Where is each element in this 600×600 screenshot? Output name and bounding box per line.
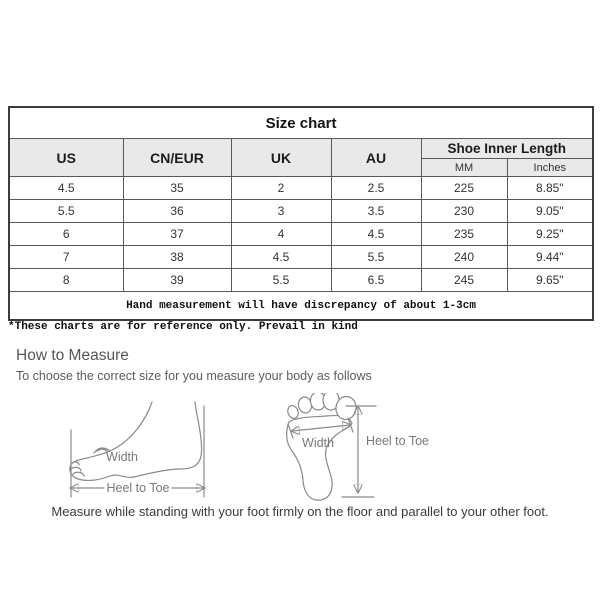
disclaimer-row [9,292,593,321]
foot-side-view-diagram [58,393,216,505]
size-table-row [9,177,593,200]
size-table-row [9,246,593,269]
size-cell: 225 [421,177,507,200]
size-cell: 39 [123,269,231,292]
footprint-top-view-diagram [278,393,430,505]
size-cell: 4 [231,223,331,246]
col-header-inches: Inches [507,159,593,177]
col-header-shoe-inner-length: Shoe Inner Length [421,139,593,159]
size-cell: 9.05" [507,200,593,223]
size-cell: 36 [123,200,231,223]
size-cell: 38 [123,246,231,269]
size-cell: 3 [231,200,331,223]
side-heel-to-toe-label: Heel to Toe [106,481,170,495]
col-header-au: AU [331,139,421,177]
size-cell: 3.5 [331,200,421,223]
size-table-body [9,177,593,292]
size-cell: 35 [123,177,231,200]
size-cell: 9.65" [507,269,593,292]
how-to-measure-heading: How to Measure [16,347,129,364]
size-cell: 6 [9,223,123,246]
footprint-width-label: Width [302,436,334,450]
size-cell: 5.5 [231,269,331,292]
measure-instruction-caption: Measure while standing with your foot firmly on the floor and parallel to your other foot. [51,504,549,519]
size-cell: 4.5 [9,177,123,200]
size-cell: 240 [421,246,507,269]
col-header-uk: UK [231,139,331,177]
col-header-mm: MM [421,159,507,177]
size-cell: 235 [421,223,507,246]
footprint-heel-to-toe-label: Heel to Toe [366,434,430,448]
size-cell: 2 [231,177,331,200]
size-chart-title-row [9,107,593,139]
size-cell: 5.5 [331,246,421,269]
size-table-row [9,200,593,223]
size-cell: 230 [421,200,507,223]
size-cell: 6.5 [331,269,421,292]
size-cell: 4.5 [231,246,331,269]
size-cell: 9.25" [507,223,593,246]
foot-side-outline [70,402,202,480]
size-cell: 7 [9,246,123,269]
reference-note: *These charts are for reference only. Prevail in kind [8,321,358,333]
size-cell: 5.5 [9,200,123,223]
col-header-cn-eur: CN/EUR [123,139,231,177]
side-width-label: Width [106,450,138,464]
size-chart-table [8,106,594,321]
size-cell: 4.5 [331,223,421,246]
size-table-row [9,269,593,292]
toe-1 [286,404,300,420]
size-cell: 2.5 [331,177,421,200]
size-cell: 8.85" [507,177,593,200]
size-cell: 37 [123,223,231,246]
size-chart-title: Size chart [9,107,593,139]
size-cell: 9.44" [507,246,593,269]
column-header-row [9,139,593,159]
toe-curls [71,462,84,476]
size-cell: 8 [9,269,123,292]
measurement-disclaimer: Hand measurement will have discrepancy of about 1-3cm [9,292,593,321]
size-cell: 245 [421,269,507,292]
size-table-row [9,223,593,246]
col-header-us: US [9,139,123,177]
how-to-measure-subheading: To choose the correct size for you measure your body as follows [16,369,372,383]
